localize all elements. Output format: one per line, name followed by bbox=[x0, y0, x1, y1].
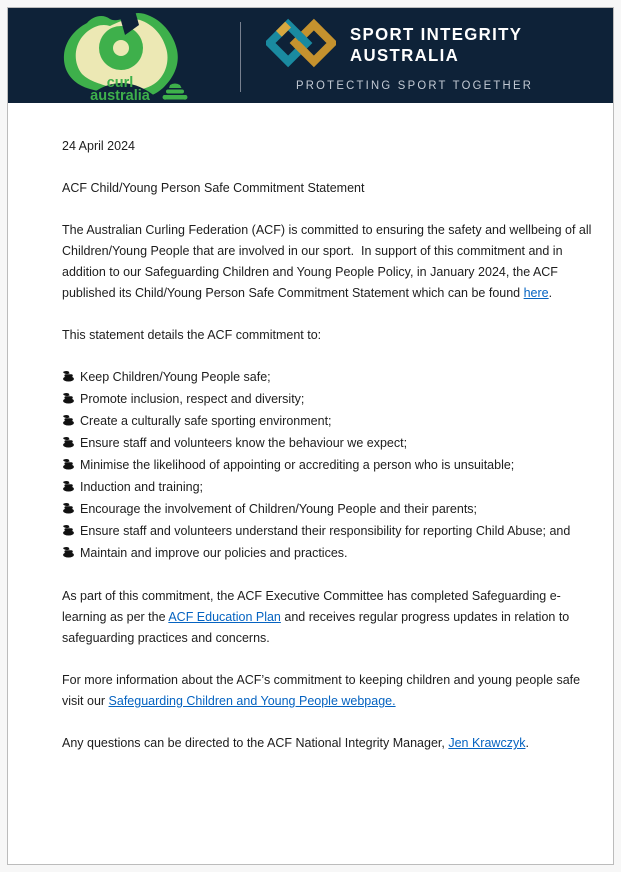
letterhead-header bbox=[8, 8, 613, 103]
bullet-item bbox=[62, 543, 602, 565]
curling-stone-bullet-icon bbox=[62, 478, 75, 499]
text-run: The Australian Curling Federation (ACF) is committed to ensuring the safety and wellbeing of all Children/Young People that are involved in our sport. In support of this commitment and in addition to our Safeguarding Children and Young People Policy, in January 2024, the ACF published its Child/Young Person Safe Commitment Statement which can be found bbox=[62, 223, 595, 300]
bullet-text: Ensure staff and volunteers understand their responsibility for reporting Child Abuse; and bbox=[80, 524, 571, 538]
text-run: . bbox=[525, 736, 529, 750]
bullet-item bbox=[62, 433, 602, 455]
intro-paragraph bbox=[62, 220, 602, 304]
curling-stone-bullet-icon bbox=[62, 522, 75, 543]
curl-wordmark-line1: curl bbox=[106, 75, 134, 91]
text-run: Any questions can be directed to the ACF National Integrity Manager, bbox=[62, 736, 449, 750]
header-divider bbox=[240, 22, 241, 92]
mini-curling-stone-icon bbox=[163, 84, 188, 100]
letter-date: 24 April 2024 bbox=[62, 139, 135, 153]
bullet-item bbox=[62, 367, 602, 389]
text-run: For more information about the ACF’s commitment to keeping children and young people safe visit our bbox=[62, 673, 584, 708]
bullet-item bbox=[62, 477, 602, 499]
curling-stone-bullet-icon bbox=[62, 456, 75, 477]
text-run: . bbox=[548, 286, 553, 300]
bullet-text: Minimise the likelihood of appointing or accrediting a person who is unsuitable; bbox=[80, 458, 515, 472]
curl-australia-logo-icon bbox=[58, 10, 192, 103]
bullet-item bbox=[62, 411, 602, 433]
curl-wordmark-line2: australia bbox=[90, 88, 150, 104]
questions-paragraph bbox=[62, 733, 602, 754]
letter-title: ACF Child/Young Person Safe Commitment Statement bbox=[62, 181, 365, 195]
inline-text-link[interactable]: Safeguarding Children and Young People webpage. bbox=[108, 694, 396, 708]
safeguarding-paragraph bbox=[62, 586, 602, 649]
text-run: As part of this commitment, the ACF Executive Committee has completed Safeguarding e-learning as per the bbox=[62, 589, 561, 624]
sia-tagline: PROTECTING SPORT TOGETHER bbox=[296, 80, 534, 92]
commitment-lead: This statement details the ACF commitment to: bbox=[62, 328, 322, 342]
bullet-text: Induction and training; bbox=[80, 480, 204, 494]
curling-stone-bullet-icon bbox=[62, 544, 75, 565]
curling-stone-bullet-icon bbox=[62, 500, 75, 521]
bullet-text: Keep Children/Young People safe; bbox=[80, 370, 271, 384]
text-run: and receives regular progress updates in relation to safeguarding practices and concerns. bbox=[62, 610, 573, 645]
curling-stone-bullet-icon bbox=[62, 412, 75, 433]
sport-integrity-australia-logo-icon bbox=[266, 18, 336, 68]
bullet-item bbox=[62, 455, 602, 477]
curling-stone-bullet-icon bbox=[62, 390, 75, 411]
sia-wordmark-line1: SPORT INTEGRITY bbox=[350, 24, 523, 44]
bullet-item bbox=[62, 521, 602, 543]
bullet-text: Promote inclusion, respect and diversity; bbox=[80, 392, 305, 406]
sia-wordmark-line2: AUSTRALIA bbox=[350, 45, 460, 65]
more-info-paragraph bbox=[62, 670, 602, 712]
bullet-item bbox=[62, 499, 602, 521]
bullet-text: Create a culturally safe sporting environment; bbox=[80, 414, 332, 428]
inline-text-link[interactable]: ACF Education Plan bbox=[168, 610, 281, 624]
curling-stone-bullet-icon bbox=[62, 368, 75, 389]
inline-text-link[interactable]: Jen Krawczyk bbox=[448, 736, 526, 750]
bullet-text: Ensure staff and volunteers know the behaviour we expect; bbox=[80, 436, 408, 450]
bullet-item bbox=[62, 389, 602, 411]
inline-text-link[interactable]: here bbox=[523, 286, 549, 300]
bullet-text: Encourage the involvement of Children/Young People and their parents; bbox=[80, 502, 478, 516]
document-page bbox=[7, 7, 614, 865]
curling-stone-bullet-icon bbox=[62, 434, 75, 455]
commitment-bullet-list bbox=[62, 367, 602, 565]
letter-body bbox=[8, 103, 621, 754]
sia-wordmark bbox=[350, 24, 522, 66]
bullet-text: Maintain and improve our policies and practices. bbox=[80, 546, 348, 560]
